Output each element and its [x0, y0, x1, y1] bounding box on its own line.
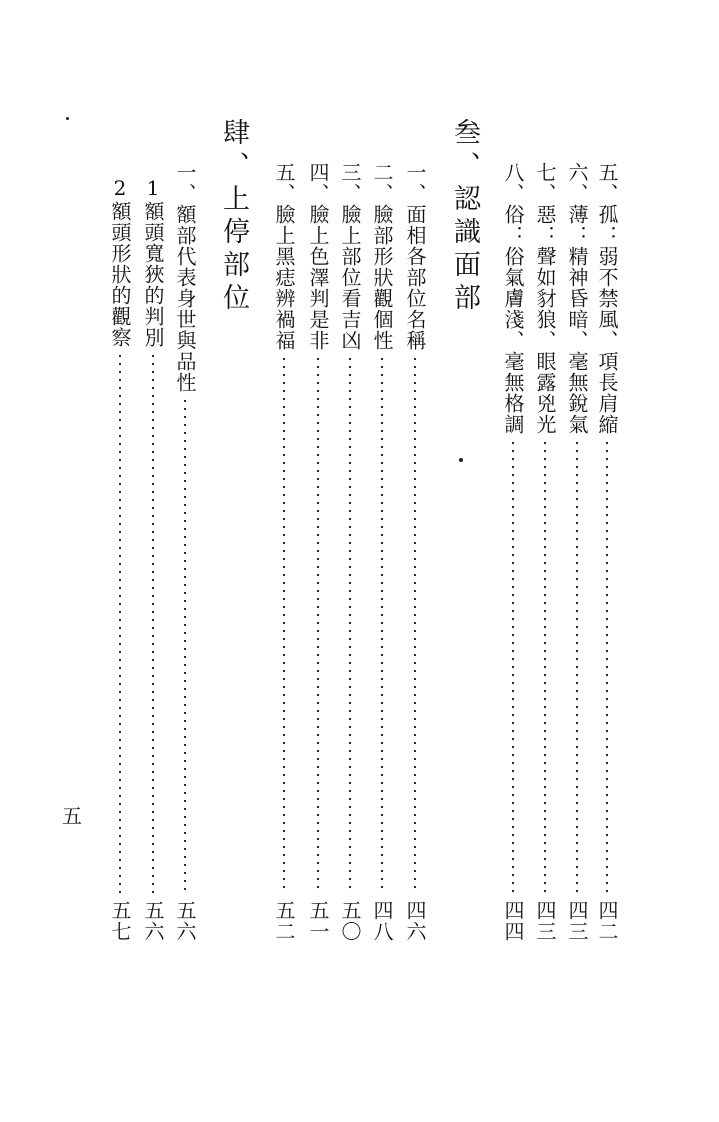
section-heading: 叁、認識面部 — [449, 118, 480, 316]
toc-entry — [594, 162, 620, 942]
toc-entry-page: 五一 — [306, 900, 330, 942]
dot-leader — [317, 355, 319, 894]
toc-entry-page: 四六 — [403, 900, 427, 942]
toc-entry — [337, 162, 363, 942]
toc-entry-page: 四三 — [533, 900, 557, 942]
toc-entry — [305, 162, 331, 942]
toc-entry-page: 四四 — [501, 900, 525, 942]
dot-leader — [184, 397, 186, 894]
dot-leader — [283, 355, 285, 894]
toc-entry — [402, 162, 428, 942]
toc-entry-title: 六、薄：精神昏暗、毫無銳氣 — [565, 162, 589, 435]
toc-entry-title: 二、臉部形狀觀個性 — [370, 162, 394, 351]
section-heading: 肆、上停部位 — [218, 118, 249, 316]
toc-entry-page: 四二 — [595, 900, 619, 942]
toc-entry-page: 四三 — [565, 900, 589, 942]
dot-leader — [349, 355, 351, 894]
toc-entry — [172, 162, 198, 942]
toc-entry-title: 三、臉上部位看吉凶 — [338, 162, 362, 351]
dot-leader — [119, 352, 121, 894]
scan-speck — [459, 458, 463, 462]
toc-entry-page: 五〇 — [338, 900, 362, 942]
toc-entry-page: 五六 — [173, 900, 197, 942]
toc-entry-page: 五六 — [141, 900, 165, 942]
dot-leader — [512, 439, 514, 894]
dot-leader — [576, 439, 578, 894]
toc-entry-title: 五、臉上黑痣辨禍福 — [272, 162, 296, 351]
toc-entry — [500, 162, 526, 942]
dot-leader — [606, 439, 608, 894]
dot-leader — [152, 352, 154, 894]
toc-entry-title: 四、臉上色澤判是非 — [306, 162, 330, 351]
toc-subentry — [107, 176, 133, 942]
toc-entry-page: 五二 — [272, 900, 296, 942]
toc-entry — [369, 162, 395, 942]
toc-entry-title: 一、額部代表身世與品性 — [173, 162, 197, 393]
toc-entry-page: 四八 — [370, 900, 394, 942]
scan-speck — [66, 117, 69, 120]
toc-entry — [532, 162, 558, 942]
toc-entry-title: 1額頭寬狹的判別 — [141, 176, 165, 348]
toc-entry — [271, 162, 297, 942]
page-number: 五 — [62, 804, 82, 828]
dot-leader — [381, 355, 383, 894]
toc-entry-title: 2額頭形狀的觀察 — [108, 176, 132, 348]
toc-entry-title: 五、孤：弱不禁風、項長肩縮 — [595, 162, 619, 435]
toc-entry — [564, 162, 590, 942]
toc-entry-title: 八、俗：俗氣膚淺、毫無格調 — [501, 162, 525, 435]
dot-leader — [414, 355, 416, 894]
toc-entry-title: 一、面相各部位名稱 — [403, 162, 427, 351]
toc-entry-page: 五七 — [108, 900, 132, 942]
toc-subentry — [140, 176, 166, 942]
dot-leader — [544, 439, 546, 894]
toc-entry-title: 七、惡：聲如豺狼、眼露兇光 — [533, 162, 557, 435]
